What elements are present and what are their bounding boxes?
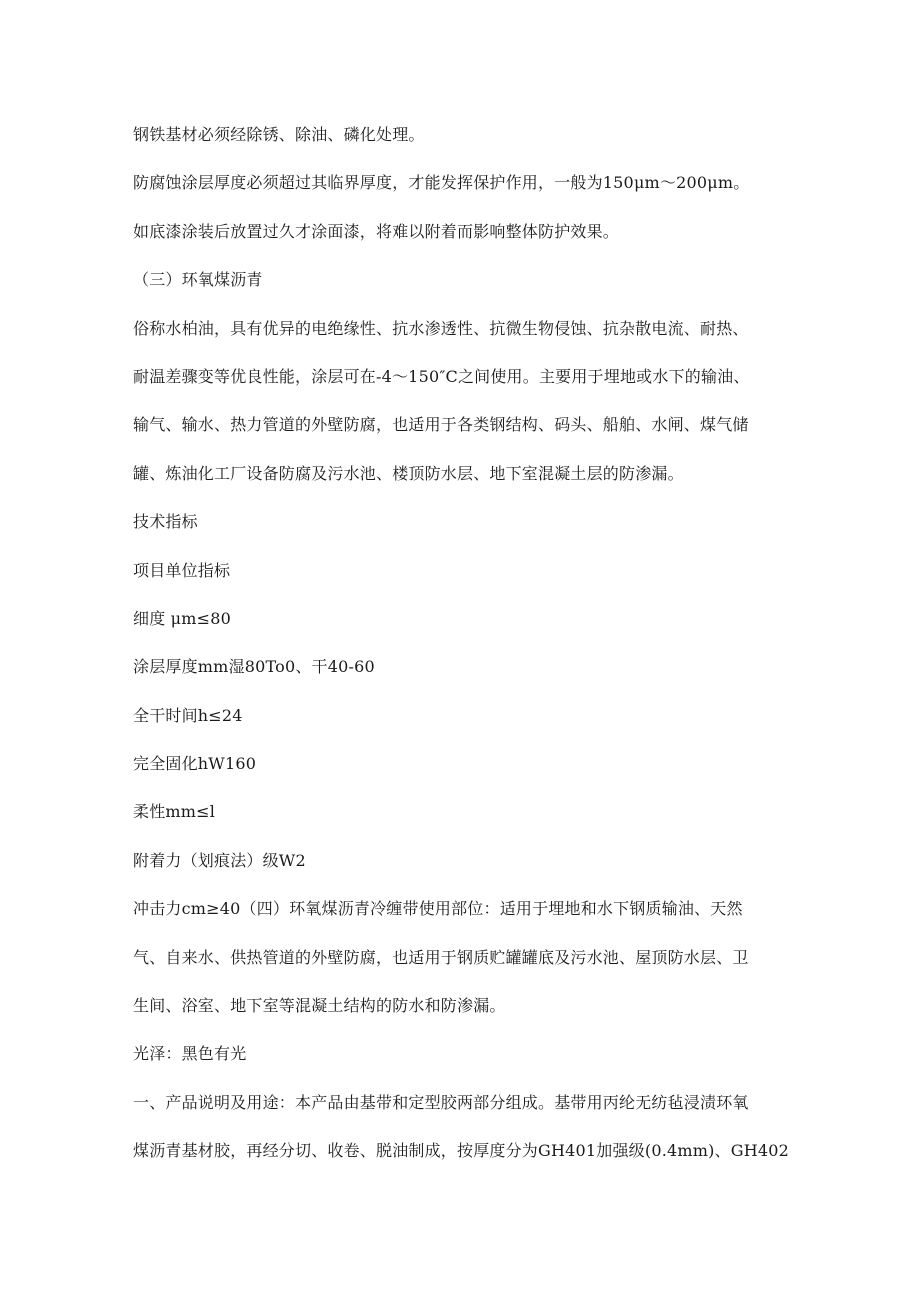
- subheading: 技术指标: [133, 512, 198, 532]
- text-line: 钢铁基材必须经除锈、除油、磷化处理。: [133, 125, 425, 144]
- text-line: 气、自来水、供热管道的外壁防腐，也适用于钢质贮罐罐底及污水池、屋顶防水层、卫: [133, 947, 749, 967]
- text-line: 俗称水柏油，具有优异的电绝缘性、抗水渗透性、抗微生物侵蚀、抗杂散电流、耐热、: [133, 318, 749, 338]
- document-body: [133, 117, 813, 1182]
- text-line: 生间、浴室、地下室等混凝土结构的防水和防渗漏。: [133, 996, 506, 1016]
- spec-item: 细度 μm≤80: [133, 608, 232, 628]
- spec-item: 完全固化hW160: [133, 754, 257, 774]
- spec-item: 附着力（划痕法）级W2: [133, 850, 306, 870]
- text-line: 一、产品说明及用途：本产品由基带和定型胶两部分组成。基带用丙纶无纺毡浸渍环氧: [133, 1092, 749, 1112]
- text-line: 光泽：黑色有光: [133, 1044, 247, 1064]
- section-heading: （三）环氧煤沥青: [133, 270, 263, 290]
- text-line: 如底漆涂装后放置过久才涂面漆，将难以附着而影响整体防护效果。: [133, 221, 620, 241]
- spec-item: 全干时间h≤24: [133, 705, 243, 725]
- text-line: 防腐蚀涂层厚度必须超过其临界厚度，才能发挥保护作用，一般为150μm～200μm。: [133, 173, 750, 193]
- text-line: 煤沥青基材胶，再经分切、收卷、脱油制成，按厚度分为GH401加强级(0.4mm)、GH402: [133, 1141, 790, 1161]
- text-line: 罐、炼油化工厂设备防腐及污水池、楼顶防水层、地下室混凝土层的防渗漏。: [133, 463, 684, 483]
- text-line: 输气、输水、热力管道的外壁防腐，也适用于各类钢结构、码头、船舶、水闸、煤气储: [133, 415, 749, 435]
- spec-item: 柔性mm≤l: [133, 802, 216, 822]
- spec-item: 涂层厚度mm湿80To0、干40-60: [133, 657, 375, 677]
- text-line: 冲击力cm≥40（四）环氧煤沥青冷缠带使用部位：适用于埋地和水下钢质输油、天然: [133, 899, 743, 919]
- spec-header: 项目单位指标: [133, 560, 231, 580]
- text-line: 耐温差骤变等优良性能，涂层可在-4～150″C之间使用。主要用于埋地或水下的输油、: [133, 366, 750, 386]
